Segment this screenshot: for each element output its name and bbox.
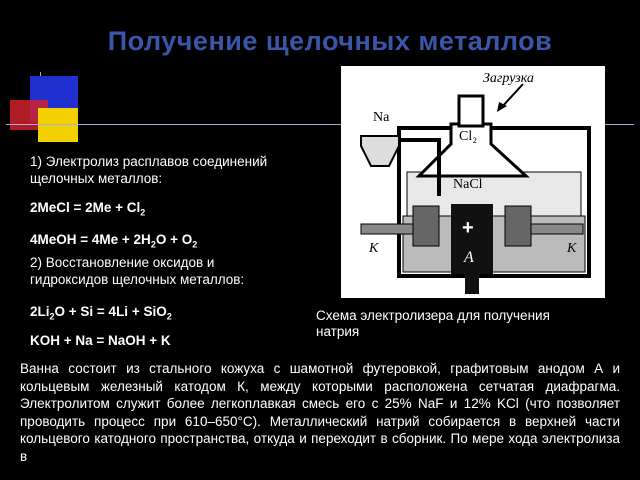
decor-square-yellow xyxy=(38,108,78,142)
label-cathode-left: K xyxy=(369,241,379,256)
method-1-line-2: щелочных металлов: xyxy=(30,171,163,186)
chlorine-outlet xyxy=(459,96,483,126)
cathode-right xyxy=(505,206,531,246)
sodium-collector xyxy=(361,136,399,166)
equation-3-sub-2: 2 xyxy=(166,311,172,322)
equation-2-sub-1: 2 xyxy=(150,239,156,250)
method-1-line-1: 1) Электролиз расплавов соединений xyxy=(30,154,268,169)
equation-4: KOH + Na = NaOH + K xyxy=(30,333,171,348)
load-arrow xyxy=(501,84,523,108)
equation-3-sub-1: 2 xyxy=(49,311,55,322)
electrolyzer-svg xyxy=(341,66,605,298)
equation-3-text-a: 2Li xyxy=(30,304,50,319)
method-2-line-1: 2) Восстановление оксидов и xyxy=(30,255,215,270)
electrolyzer-diagram xyxy=(341,66,605,298)
method-2-line-2: гидроксидов щелочных металлов: xyxy=(30,272,245,287)
equation-2-text-a: 4MeOH = 4Me + 2H xyxy=(30,232,151,247)
anode-terminal xyxy=(465,266,479,294)
caption-line-2: натрия xyxy=(316,324,360,339)
label-plus: + xyxy=(462,217,474,239)
cathode-left xyxy=(413,206,439,246)
label-load: Загрузка xyxy=(483,71,534,86)
page-title: Получение щелочных металлов xyxy=(107,26,553,56)
equation-1-text: 2MeCl = 2Me + Cl xyxy=(30,200,141,215)
label-chlorine: Cl₂ xyxy=(459,129,478,144)
description-paragraph: Ванна состоит из стального кожуха с шамотной футеровкой, графитовым анодом А и кольцевым железный катодом К, между которыми расположена сетчатая диафрагма. Электролитом служит более легкоплавкая смесь его с 25% NaF и 12% KCl (что позволяет проводить процесс при 610–650°C). Металлический натрий собирается в верхней части кольцевого катодного пространства, откуда и переходит в сборник. По мере хода электролиза в xyxy=(20,361,620,464)
caption-line-1: Схема электролизера для получения xyxy=(316,308,550,323)
method-2-heading xyxy=(30,254,244,288)
equation-2-sub-2: 2 xyxy=(192,239,198,250)
equation-2 xyxy=(30,232,197,250)
cathode-rod-left xyxy=(361,224,413,234)
cathode-rod-right xyxy=(531,224,583,234)
equation-1 xyxy=(30,200,145,218)
equation-1-sub: 2 xyxy=(140,207,146,218)
label-cathode-right: K xyxy=(567,241,577,256)
equation-3-text-b: O + Si = 4Li + SiO xyxy=(54,304,167,319)
equation-2-text-b: O + O xyxy=(155,232,193,247)
label-nacl: NaCl xyxy=(453,177,483,192)
equation-3 xyxy=(30,304,172,322)
label-sodium: Na xyxy=(373,110,390,125)
label-anode: A xyxy=(464,249,474,266)
diagram-caption xyxy=(316,308,616,340)
method-1-heading xyxy=(30,153,267,187)
